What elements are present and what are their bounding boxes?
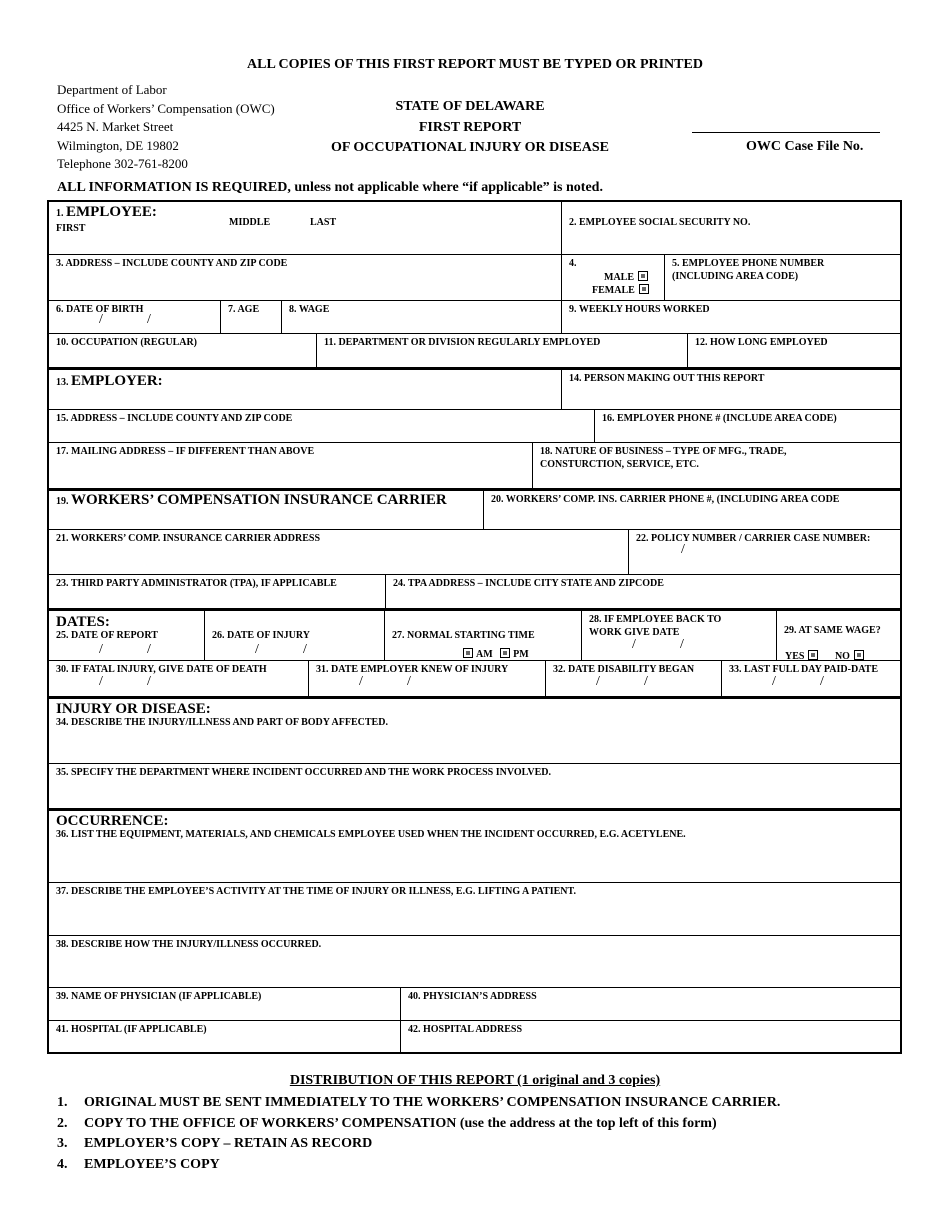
date-employer-knew-label: 31. DATE EMPLOYER KNEW OF INJURY xyxy=(316,664,509,675)
field-number: 19. xyxy=(56,496,69,507)
department-address xyxy=(57,81,275,174)
tpa-field[interactable]: 23. THIRD PARTY ADMINISTRATOR (TPA), IF APPLICABLE xyxy=(56,578,337,589)
employee-address-field[interactable]: 3. ADDRESS – INCLUDE COUNTY AND ZIP CODE xyxy=(56,258,288,269)
yes-label: YES xyxy=(785,651,805,662)
incident-department-field[interactable]: 35. SPECIFY THE DEPARTMENT WHERE INCIDENT OCCURRED AND THE WORK PROCESS INVOLVED. xyxy=(56,767,552,778)
dept-line: Telephone 302-761-8200 xyxy=(57,156,188,171)
physician-address-field[interactable]: 40. PHYSICIAN’S ADDRESS xyxy=(400,988,900,1020)
date-separator: / xyxy=(680,637,684,652)
row-other-dates xyxy=(49,660,900,696)
date-separator: / xyxy=(99,312,103,327)
equipment-label: 36. LIST THE EQUIPMENT, MATERIALS, AND CHEMICALS EMPLOYEE USED WHEN THE INCIDENT OCCURRED, E.G. ACETYLENE. xyxy=(56,829,686,840)
title-line: FIRST REPORT xyxy=(418,119,522,135)
female-checkbox[interactable] xyxy=(639,284,649,294)
male-checkbox[interactable] xyxy=(638,271,648,281)
field-number: 13. xyxy=(56,377,69,388)
row-activity xyxy=(49,882,900,935)
am-checkbox[interactable] xyxy=(463,648,473,658)
date-separator: / xyxy=(407,674,411,689)
date-of-death-label: 30. IF FATAL INJURY, GIVE DATE OF DEATH xyxy=(56,664,267,675)
item-number: 4. xyxy=(57,1156,68,1172)
date-separator: / xyxy=(820,674,824,689)
no-checkbox[interactable] xyxy=(854,650,864,660)
last-paid-day-field[interactable] xyxy=(721,661,900,696)
row-employee-address xyxy=(49,254,900,300)
carrier-heading: WORKERS’ COMPENSATION INSURANCE CARRIER xyxy=(71,492,447,508)
row-dob xyxy=(49,300,900,333)
row-incident-department xyxy=(49,763,900,808)
date-separator: / xyxy=(632,637,636,652)
policy-number-field[interactable] xyxy=(628,530,900,574)
form-title xyxy=(300,97,640,159)
item-number: 2. xyxy=(57,1115,68,1131)
date-separator: / xyxy=(303,642,307,657)
how-occurred-field[interactable]: 38. DESCRIBE HOW THE INJURY/ILLNESS OCCURRED. xyxy=(56,939,322,950)
female-option[interactable] xyxy=(592,283,649,298)
dob-label: 6. DATE OF BIRTH xyxy=(56,304,144,315)
back-to-work-label-2: WORK GIVE DATE xyxy=(589,626,680,638)
report-form xyxy=(47,200,902,1054)
date-separator: / xyxy=(147,312,151,327)
info-rest: unless not applicable where “if applicable” is noted. xyxy=(290,180,603,195)
carrier-field[interactable] xyxy=(49,491,483,529)
dob-field[interactable] xyxy=(49,301,220,333)
back-to-work-field[interactable] xyxy=(581,611,776,660)
row-carrier xyxy=(49,488,900,529)
item-text: ORIGINAL MUST BE SENT IMMEDIATELY TO THE WORKERS’ COMPENSATION INSURANCE CARRIER. xyxy=(84,1095,781,1110)
employee-name-field[interactable] xyxy=(49,202,561,254)
dept-line: 4425 N. Market Street xyxy=(57,119,174,134)
carrier-phone-field[interactable]: 20. WORKERS’ COMP. INS. CARRIER PHONE #, (INCLUDING AREA CODE xyxy=(483,491,900,529)
item-number: 1. xyxy=(57,1095,68,1110)
distribution-title: DISTRIBUTION OF THIS REPORT (1 original and 3 copies) xyxy=(289,1073,661,1088)
date-of-death-field[interactable] xyxy=(49,661,308,696)
row-hospital xyxy=(49,1020,900,1052)
policy-label: 22. POLICY NUMBER / CARRIER CASE NUMBER: xyxy=(636,533,871,544)
starting-time-field[interactable] xyxy=(384,611,581,660)
row-how-occurred xyxy=(49,935,900,987)
distribution-list xyxy=(57,1093,780,1175)
mailing-address-field[interactable]: 17. MAILING ADDRESS – IF DIFFERENT THAN ABOVE xyxy=(56,446,315,457)
date-separator: / xyxy=(99,642,103,657)
phone-label-2: (INCLUDING AREA CODE) xyxy=(672,270,799,282)
date-separator: / xyxy=(644,674,648,689)
injury-description-field[interactable] xyxy=(49,699,900,763)
row-carrier-address xyxy=(49,529,900,574)
list-item xyxy=(57,1093,780,1114)
policy-separator: / xyxy=(681,542,685,557)
date-separator: / xyxy=(772,674,776,689)
starting-time-label: 27. NORMAL STARTING TIME xyxy=(392,630,535,641)
equipment-field[interactable] xyxy=(49,811,900,882)
row-employer-address xyxy=(49,409,900,442)
occupation-field[interactable]: 10. OCCUPATION (REGULAR) xyxy=(56,337,198,348)
dept-line: Wilmington, DE 19802 xyxy=(57,137,179,153)
list-item xyxy=(57,1134,780,1155)
date-separator: / xyxy=(255,642,259,657)
injury-heading: INJURY OR DISEASE: xyxy=(56,701,211,717)
item-number: 3. xyxy=(57,1136,68,1151)
business-label-2: CONSTURCTION, SERVICE, ETC. xyxy=(540,458,699,470)
case-file-label: OWC Case File No. xyxy=(746,139,864,154)
person-making-report-field[interactable]: 14. PERSON MAKING OUT THIS REPORT xyxy=(561,370,900,409)
employer-phone-field[interactable]: 16. EMPLOYER PHONE # (INCLUDE AREA CODE) xyxy=(594,410,900,442)
title-line: OF OCCUPATIONAL INJURY OR DISEASE xyxy=(331,140,609,155)
field-number: 1. xyxy=(56,208,64,219)
date-of-injury-field[interactable] xyxy=(204,611,384,660)
row-injury xyxy=(49,696,900,763)
gender-field xyxy=(561,255,664,300)
female-label: FEMALE xyxy=(592,285,635,296)
age-field[interactable]: 7. AGE xyxy=(220,301,281,333)
row-dates xyxy=(49,608,900,660)
disability-began-label: 32. DATE DISABILITY BEGAN xyxy=(553,664,695,675)
last-paid-day-label: 33. LAST FULL DAY PAID-DATE xyxy=(729,664,879,675)
back-to-work-label-1: 28. IF EMPLOYEE BACK TO xyxy=(589,614,722,625)
nature-of-business-field[interactable] xyxy=(532,443,900,488)
form-notice: ALL COPIES OF THIS FIRST REPORT MUST BE TYPED OR PRINTED xyxy=(247,57,703,72)
am-label: AM xyxy=(476,649,493,660)
yes-checkbox[interactable] xyxy=(808,650,818,660)
department-field[interactable]: 11. DEPARTMENT OR DIVISION REGULARLY EMPLOYED xyxy=(316,334,687,367)
dates-heading: DATES: xyxy=(56,614,110,630)
title-line: STATE OF DELAWARE xyxy=(395,99,545,114)
weekly-hours-field[interactable]: 9. WEEKLY HOURS WORKED xyxy=(561,301,900,333)
wage-field[interactable]: 8. WAGE xyxy=(281,301,561,333)
employee-heading: EMPLOYEE: xyxy=(66,204,157,220)
row-tpa xyxy=(49,574,900,608)
middle-label: MIDDLE xyxy=(229,217,271,228)
employee-activity-field[interactable]: 37. DESCRIBE THE EMPLOYEE’S ACTIVITY AT THE TIME OF INJURY OR ILLNESS, E.G. LIFTING A PATIENT. xyxy=(56,886,576,897)
item-text: EMPLOYEE’S COPY xyxy=(84,1156,220,1172)
no-label: NO xyxy=(834,651,850,662)
item-text: EMPLOYER’S COPY – RETAIN AS RECORD xyxy=(84,1136,373,1151)
row-mailing-address xyxy=(49,442,900,488)
employer-field[interactable] xyxy=(49,370,561,409)
date-of-report-field[interactable] xyxy=(49,611,204,660)
date-of-report-label: 25. DATE OF REPORT xyxy=(56,630,158,641)
info-bold: ALL INFORMATION IS REQUIRED, xyxy=(57,180,291,195)
dept-line: Office of Workers’ Compensation (OWC) xyxy=(57,100,275,116)
employee-phone-field[interactable] xyxy=(664,255,900,300)
date-separator: / xyxy=(359,674,363,689)
pm-label: PM xyxy=(513,649,529,660)
case-file-number-field[interactable] xyxy=(692,132,880,133)
info-required-note xyxy=(57,180,603,196)
disability-began-field[interactable] xyxy=(545,661,721,696)
date-of-injury-label: 26. DATE OF INJURY xyxy=(212,630,310,641)
ssn-field[interactable]: 2. EMPLOYEE SOCIAL SECURITY NO. xyxy=(561,202,900,254)
hospital-address-field[interactable]: 42. HOSPITAL ADDRESS xyxy=(400,1021,900,1052)
injury-description-label: 34. DESCRIBE THE INJURY/ILLNESS AND PART OF BODY AFFECTED. xyxy=(56,717,388,728)
physician-name-field[interactable]: 39. NAME OF PHYSICIAN (IF APPLICABLE) xyxy=(56,991,262,1002)
same-wage-label: 29. AT SAME WAGE? xyxy=(784,625,881,636)
employer-heading: EMPLOYER: xyxy=(71,373,163,389)
last-label: LAST xyxy=(310,217,337,228)
employer-address-field[interactable]: 15. ADDRESS – INCLUDE COUNTY AND ZIP CODE xyxy=(56,413,293,424)
carrier-address-field[interactable]: 21. WORKERS’ COMP. INSURANCE CARRIER ADDRESS xyxy=(56,533,321,544)
hospital-field[interactable]: 41. HOSPITAL (IF APPLICABLE) xyxy=(56,1024,207,1035)
list-item xyxy=(57,1114,780,1135)
tpa-address-field[interactable]: 24. TPA ADDRESS – INCLUDE CITY STATE AND ZIPCODE xyxy=(385,575,900,608)
phone-label-1: 5. EMPLOYEE PHONE NUMBER xyxy=(672,258,825,269)
occurrence-heading: OCCURRENCE: xyxy=(56,813,169,829)
how-long-employed-field[interactable]: 12. HOW LONG EMPLOYED xyxy=(687,334,900,367)
list-item xyxy=(57,1155,780,1176)
row-occupation xyxy=(49,333,900,367)
date-separator: / xyxy=(596,674,600,689)
dept-line: Department of Labor xyxy=(57,82,167,97)
row-physician xyxy=(49,987,900,1020)
item-text: COPY TO THE OFFICE OF WORKERS’ COMPENSATION (use the address at the top left of this form) xyxy=(84,1115,717,1131)
row-employer xyxy=(49,367,900,409)
row-occurrence xyxy=(49,808,900,882)
date-separator: / xyxy=(147,674,151,689)
business-label-1: 18. NATURE OF BUSINESS – TYPE OF MFG., TRADE, xyxy=(540,446,787,457)
same-wage-field[interactable] xyxy=(776,611,900,660)
date-separator: / xyxy=(99,674,103,689)
date-employer-knew-field[interactable] xyxy=(308,661,545,696)
date-separator: / xyxy=(147,642,151,657)
pm-checkbox[interactable] xyxy=(500,648,510,658)
first-label: FIRST xyxy=(56,223,86,234)
row-employee-name xyxy=(49,202,900,254)
field-number: 4. xyxy=(569,258,577,269)
male-label: MALE xyxy=(604,272,634,283)
